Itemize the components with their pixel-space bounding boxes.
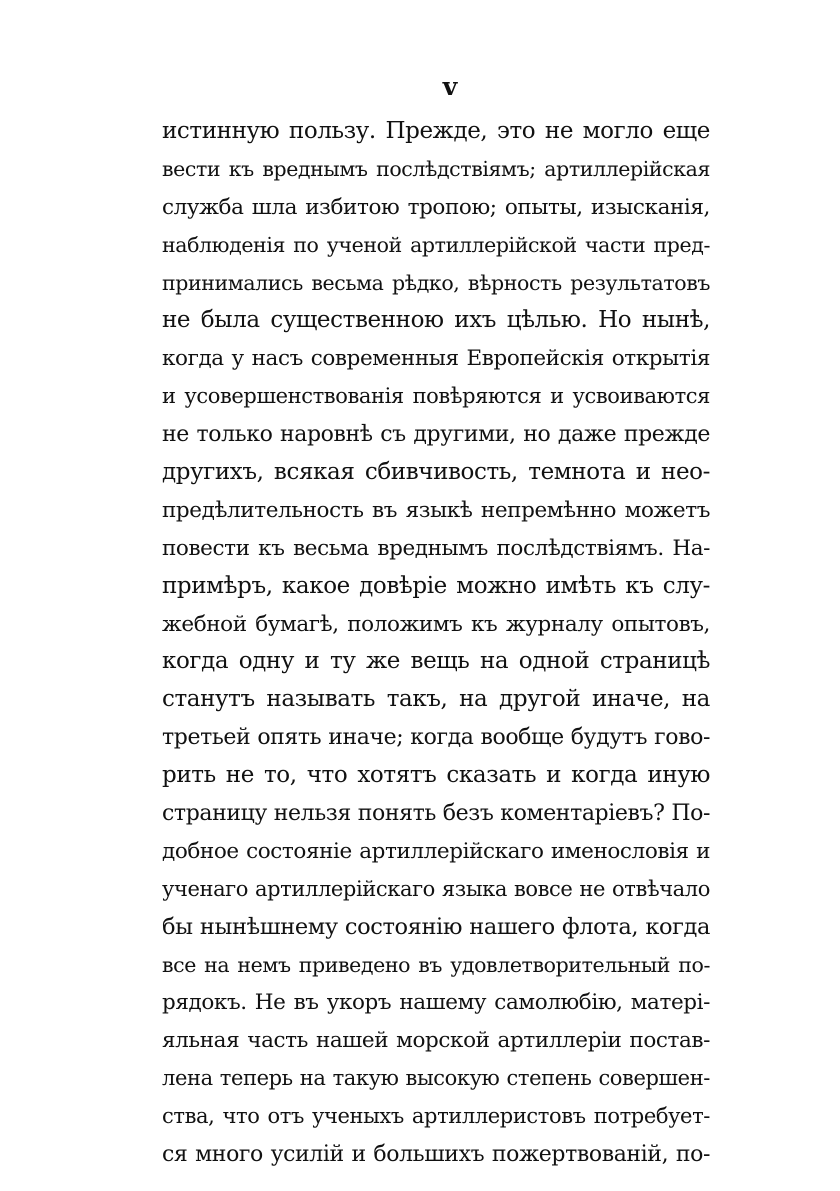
text-line: служба шла избитою тропою; опыты, изысканія,: [162, 194, 710, 220]
text-line: когда одну и ту же вещь на одной страницѣ: [162, 648, 710, 675]
text-line: вести къ вреднымъ послѣдствіямъ; артиллерійская: [162, 156, 710, 181]
text-line: и усовершенствованія повѣряются и усвоиваются: [162, 384, 710, 409]
text-line: ученаго артиллерійскаго языка вовсе не отвѣчало: [162, 876, 710, 901]
text-line: примѣръ, какое довѣріе можно имѣть къ слу-: [162, 572, 710, 599]
text-line: предѣлительность въ языкѣ непремѣнно можетъ: [162, 497, 710, 523]
text-line: когда у насъ современныя Европейскія открытія: [162, 346, 710, 372]
text-line: добное состояніе артиллерійскаго именословія и: [162, 838, 710, 864]
text-line: лена теперь на такую высокую степень совершен-: [162, 1066, 710, 1091]
text-line: повести къ весьма вреднымъ послѣдствіямъ. На-: [162, 535, 710, 561]
text-line: рядокъ. Не въ укоръ нашему самолюбію, матері-: [162, 990, 710, 1016]
text-line: бы нынѣшнему состоянію нашего флота, когда: [162, 913, 710, 940]
text-line: рить не то, что хотятъ сказать и когда иную: [162, 762, 710, 789]
text-line: все на немъ приведено въ удовлетворительный по-: [162, 952, 710, 977]
page-number: v: [442, 72, 458, 101]
text-line: не только наровнѣ съ другими, но даже прежде: [162, 422, 710, 448]
text-line: жебной бумагѣ, положимъ къ журналу опытовъ,: [162, 611, 710, 637]
text-line: не была существенною ихъ цѣлью. Но нынѣ,: [162, 307, 710, 334]
text-line: ся много усилій и большихъ пожертвованій, по-: [162, 1142, 710, 1168]
text-line: истинную пользу. Прежде, это не могло еще: [162, 118, 710, 144]
text-line: наблюденія по ученой артиллерійской части пред-: [162, 232, 710, 257]
text-line: другихъ, всякая сбивчивость, темнота и нео-: [162, 459, 710, 486]
text-line: ства, что отъ ученыхъ артиллеристовъ потребует-: [162, 1104, 710, 1129]
page-text-body: [162, 113, 710, 1174]
text-line: страницу нельзя понять безъ коментаріевъ? По-: [162, 801, 710, 827]
text-line: станутъ называть такъ, на другой иначе, на: [162, 686, 710, 713]
text-line: принимались весьма рѣдко, вѣрность результатовъ: [162, 270, 710, 295]
text-line: третьей опять иначе; когда вообще будутъ гово-: [162, 725, 710, 751]
text-line: яльная часть нашей морской артиллеріи постав-: [162, 1028, 710, 1054]
